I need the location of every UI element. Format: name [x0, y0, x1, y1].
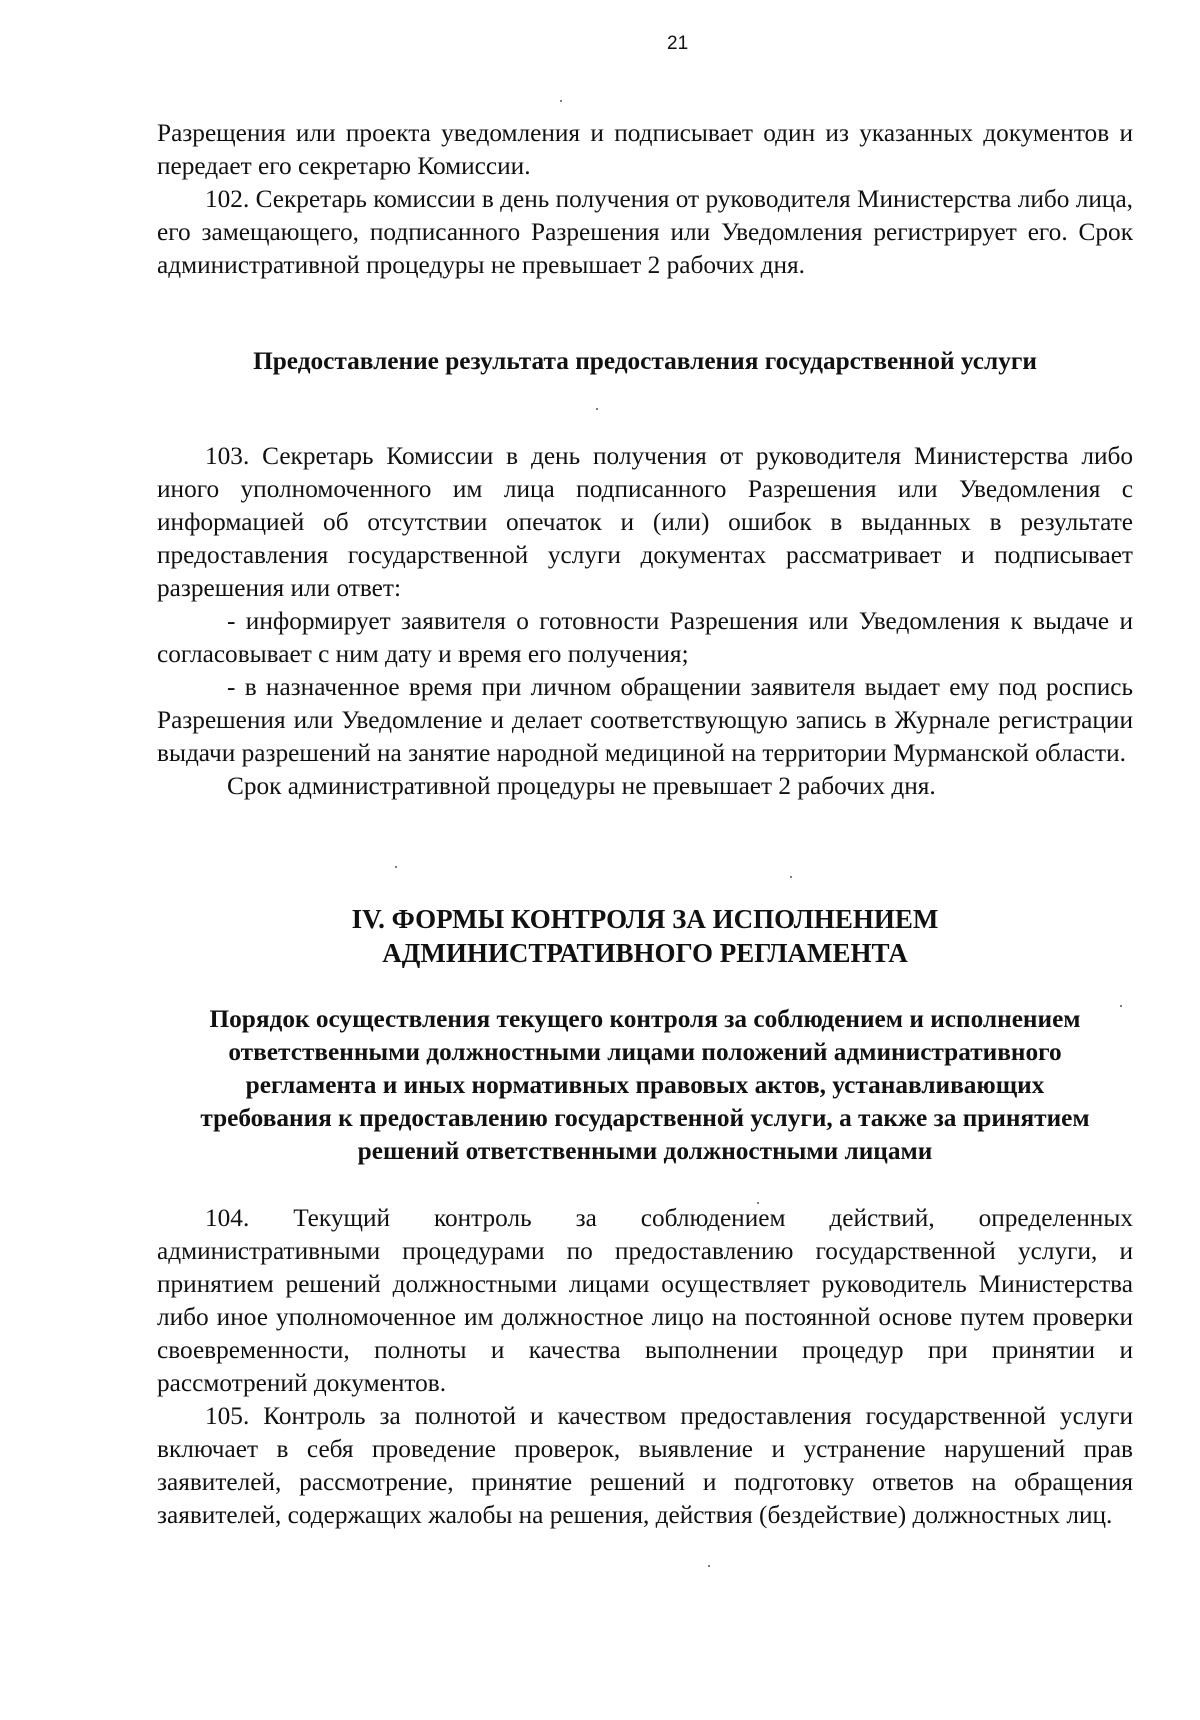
scan-speck	[395, 866, 397, 868]
scan-speck	[560, 100, 562, 102]
paragraph-103-item-2: - в назначенное время при личном обращении заявителя выдает ему под роспись Разрешения или Уведомление и делает соответствующую запись в Журнале регистрации выдачи разрешений на занятие народной медициной на территории Мурманской области.	[157, 673, 1133, 767]
scan-speck	[790, 876, 792, 878]
page-number: 21	[667, 33, 689, 54]
block-procedure-103	[157, 440, 1133, 803]
paragraph-101-continuation: Разрещения или проекта уведомления и подписывает один из указанных документов и передает его секретарю Комиссии.	[157, 119, 1133, 180]
paragraph-103-item-1: - информирует заявителя о готовности Разрешения или Уведомления к выдаче и согласовывает с ним дату и время его получения;	[157, 607, 1133, 668]
block-control-heading	[200, 1003, 1090, 1168]
heading-result-provision: Предоставление результата предоставления государственной услуги	[253, 347, 1037, 375]
paragraph-102: 102. Секретарь комиссии в день получения от руководителя Министерства либо лица, его замещающего, подписанного Разрешения или Уведомления регистрирует его. Срок административной процедуры не превышает 2 рабочих дня.	[157, 185, 1133, 279]
paragraph-105: 105. Контроль за полнотой и качеством предоставления государственной услуги включает в себя проведение проверок, выявление и устранение нарушений прав заявителей, рассмотрение, принятие решений и подготовку ответов на обращения заявителей, содержащих жалобы на решения, действия (бездействие) должностных лиц.	[157, 1402, 1133, 1529]
scan-speck	[1120, 1005, 1122, 1007]
block-result-heading	[157, 345, 1133, 378]
paragraph-103-term: Срок административной процедуры не превышает 2 рабочих дня.	[227, 772, 936, 800]
scan-speck	[708, 1565, 710, 1567]
block-section-iv-heading	[157, 902, 1133, 970]
block-control-104-105	[157, 1202, 1133, 1532]
section-iv-title-line-1: IV. ФОРМЫ КОНТРОЛЯ ЗА ИСПОЛНЕНИЕМ	[351, 904, 939, 934]
paragraph-103: 103. Секретарь Комиссии в день получения от руководителя Министерства либо иного уполномоченного им лица подписанного Разрешения или Уведомления с информацией об отсутствии опечаток и (или) ошибок в выданных в результате предоставления государственной услуги документах рассматривает и подписывает разрешения или ответ:	[157, 442, 1133, 602]
heading-current-control: Порядок осуществления текущего контроля за соблюдением и исполнением ответственными должностными лицами положений административного регламента и иных нормативных правовых актов, устанавливающих требования к предоставлению государственной услуги, а также за принятием решений ответственными должностными лицами	[200, 1005, 1090, 1165]
block-procedure-102	[157, 117, 1133, 282]
scan-speck	[596, 408, 598, 410]
paragraph-104: 104. Текущий контроль за соблюдением действий, определенных административными процедурами по предоставлению государственной услуги, и принятием решений должностными лицами осуществляет руководитель Министерства либо иное уполномоченное им должностное лицо на постоянной основе путем проверки своевременности, полноты и качества выполнении процедур при принятии и рассмотрений документов.	[157, 1204, 1133, 1397]
section-iv-title-line-2: АДМИНИСТРАТИВНОГО РЕГЛАМЕНТА	[382, 938, 908, 968]
